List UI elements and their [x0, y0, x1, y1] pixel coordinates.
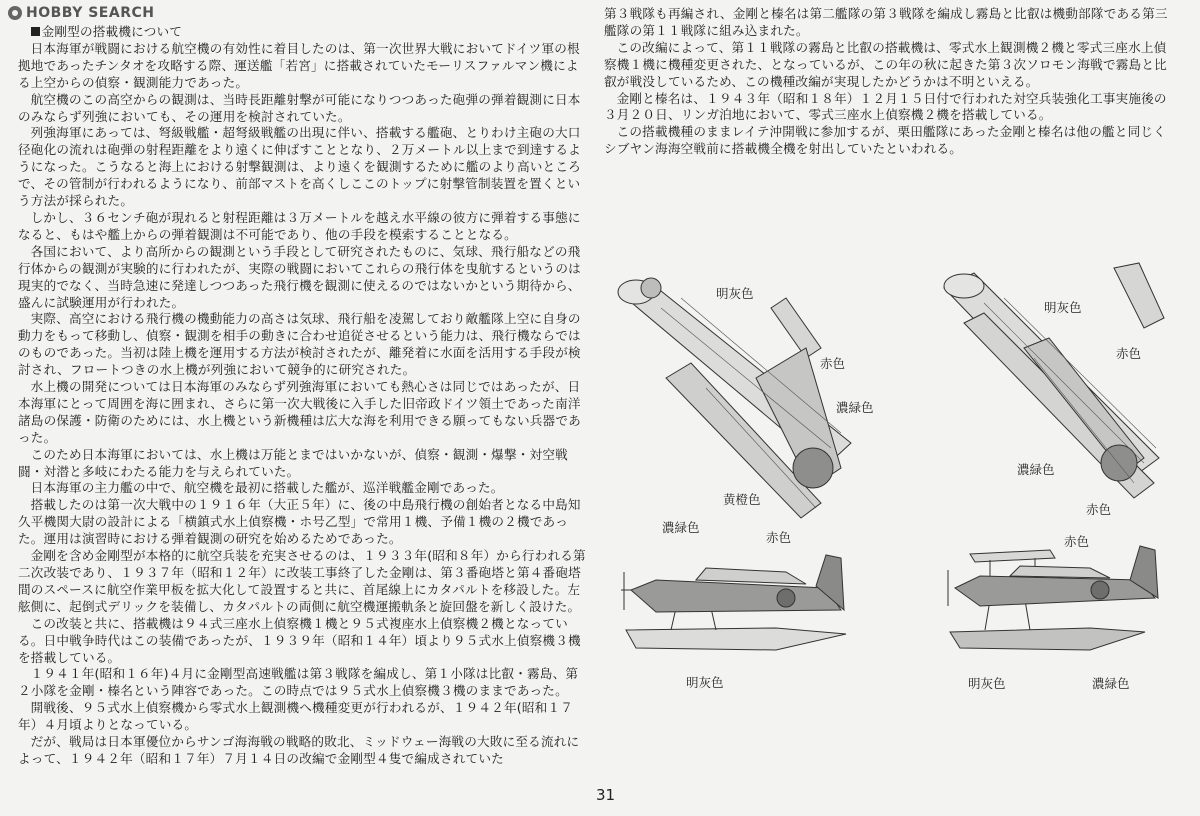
paragraph: だが、戦局は日本軍優位からサンゴ海海戦の戦略的敗北、ミッドウェー海戦の大敗に至る流れによって、１９４２年（昭和１７年）７月１４日の改編で金剛型４隻で編成されていた: [18, 734, 580, 766]
hobby-search-logo: [8, 5, 154, 21]
left-column: [18, 24, 586, 768]
paragraph: 搭載したのは第一次大戦中の１９１６年（大正５年）に、後の中島飛行機の創始者となる中島知久平機関大尉の設計による「横鎮式水上偵察機・ホ号乙型」で常用１機、予備１機の２機であった。運用は演習時における弾着観測の研究を始めるためであった。: [18, 497, 581, 547]
aircraft-right-side-view: [940, 540, 1175, 680]
paragraph: 航空機のこの高空からの観測は、当時長距離射撃が可能になりつつあった砲弾の弾着観測に日本のみならず列強においても、その運用を検討されていた。: [18, 91, 581, 124]
label-light-grey-float: 明灰色: [686, 675, 724, 690]
section-heading: 金剛型の搭載機について: [18, 24, 586, 41]
logo-text: HOBBY SEARCH: [26, 5, 155, 21]
label-red-wing: 赤色: [1116, 346, 1142, 361]
paragraph: 金剛を含め金剛型が本格的に航空兵装を充実させるのは、１９３３年(昭和８年）から行われる第二次改装であり、１９３７年（昭和１２年）に改装工事終了した金剛は、第３番砲塔と第４番砲塔間のスペースに航空作業甲板を拡大化して設置すると共に、首尾線上にカタパルトを移設した。左舷側に、起倒式デリックを装備し、カタパルトの両側に航空機運搬軌条と旋回盤を新しく設けた。: [18, 548, 586, 614]
square-bullet-icon: [31, 27, 40, 36]
paragraph: 各国において、より高所からの観測という手段として研究されたものに、気球、飛行船などの飛行体からの観測が実験的に行われたが、実際の戦闘においてこれらの飛行体を曳航するというのは現実的でなく、当時急速に発達しつつあった飛行機を観測に使えるのではないかという期待から、盛んに試験運用が行われた。: [18, 243, 581, 310]
paragraph: 列強海軍にあっては、弩級戦艦・超弩級戦艦の出現に伴い、搭載する艦砲、とりわけ主砲の大口径砲化の流れは砲弾の射程距離をより遠くに伸ばすこととなり、２万メートル以上まで到達するようになった。こうなると海上における射撃観測は、より遠くを観測するために艦のより高いところで、その管制が行われるようになり、前部マストを高くしここのトップに射撃管制装置を置くという方法が採られた。: [18, 125, 581, 209]
paragraph: 日本海軍が戦闘における航空機の有効性に着目したのは、第一次世界大戦においてドイツ軍の根拠地であったチンタオを攻略する際、運送艦「若宮」に搭載されていたモーリスファルマン機による上空からの偵察・観測能力であった。: [18, 40, 580, 90]
label-light-grey-float: 明灰色: [968, 676, 1006, 691]
aircraft-left-side-view: [616, 550, 866, 680]
label-red-wing: 赤色: [820, 356, 846, 371]
label-red-tail: 赤色: [1086, 502, 1112, 517]
label-yellow-orange: 黄橙色: [723, 492, 761, 507]
paragraph: 金剛と榛名は、１９４３年（昭和１８年）１２月１５日付で行われた対空兵装強化工事実施後の３月２０日、リンガ泊地において、零式三座水上偵察機２機を搭載している。: [604, 90, 1167, 123]
logo-icon: [8, 6, 22, 20]
label-light-grey: 明灰色: [716, 286, 754, 301]
paragraph: １９４１年(昭和１６年)４月に金剛型高速戦艦は第３戦隊を編成し、第１小隊は比叡・霧島、第２小隊を金剛・榛名という陣容であった。この時点では９５式水上偵察機３機のままであった。: [18, 666, 579, 699]
label-light-grey: 明灰色: [1044, 300, 1082, 315]
paragraph: しかし、３６センチ砲が現れると射程距離は３万メートルを越え水平線の彼方に弾着する事態になると、もはや艦上からの弾着観測は不可能であり、他の手段を模索することとなる。: [18, 209, 581, 242]
label-dark-green-top: 濃緑色: [836, 400, 874, 415]
aircraft-left-top-view: [606, 268, 866, 528]
paragraph: 水上機の開発については日本海軍のみならず列強海軍においても熱心さは同じではあったが、日本海軍にとって周囲を海に囲まれ、さらに第一次大戦後に入手した旧帝政ドイツ領土であった南洋諸島の保護・防衛のためには、水上機という新機種は広大な海を利用できる願ってもない兵器であった。: [18, 379, 581, 445]
paragraph: 開戦後、９５式水上偵察機から零式水上観測機へ機種変更が行われるが、１９４２年(昭和１７年）４月頃よりとなっている。: [18, 700, 574, 733]
label-dark-green-top: 濃緑色: [1017, 462, 1055, 477]
paragraph: 第３戦隊も再編され、金剛と榛名は第二艦隊の第３戦隊を編成し霧島と比叡は機動部隊である第三艦隊の第１１戦隊に組み込まれた。: [604, 6, 1168, 38]
label-dark-green-float: 濃緑色: [1092, 676, 1130, 691]
paragraph: 日本海軍の主力艦の中で、航空機を最初に搭載した艦が、巡洋戦艦金剛であった。: [30, 480, 504, 496]
label-dark-green-side: 濃緑色: [662, 520, 700, 535]
paragraph: 実際、高空における飛行機の機動能力の高さは気球、飛行船を凌駕しており敵艦隊上空に自身の動力をもって移動し、偵察・観測を相手の動きに合わせ追従させるという能力は、飛行機ならではのものであった。当初は陸上機を運用する方法が検討されたが、離発着に水面を活用する手段が検討され、フロートつきの水上機が列強において競争的に研究された。: [18, 311, 581, 378]
label-red-side: 赤色: [1064, 534, 1090, 549]
paragraph: このため日本海軍においては、水上機は万能とまではいかないが、偵察・観測・爆撃・対空戦闘・対潜と多岐にわたる能力を与えられていた。: [18, 446, 568, 479]
label-red-side: 赤色: [766, 530, 792, 545]
paragraph: この搭載機種のままレイテ沖開戦に参加するが、栗田艦隊にあった金剛と榛名は他の艦と同じくシブヤン海海空戦前に搭載機全機を射出していたといわれる。: [604, 124, 1166, 157]
paragraph: この改装と共に、搭載機は９４式三座水上偵察機１機と９５式複座水上偵察機２機となっている。日中戦争時代はこの装備であったが、１９３９年（昭和１４年）頃より９５式水上偵察機３機を搭載している。: [18, 615, 581, 665]
page-number: 31: [596, 786, 616, 804]
paragraph: この改編によって、第１１戦隊の霧島と比叡の搭載機は、零式水上観測機２機と零式三座水上偵察機１機に機種変更された、となっているが、この年の秋に起きた第３次ソロモン海戦で霧島と比叡が戦没しているため、この機種改編が実現したかどうかは不明といえる。: [604, 39, 1167, 89]
right-column: [604, 6, 1176, 158]
